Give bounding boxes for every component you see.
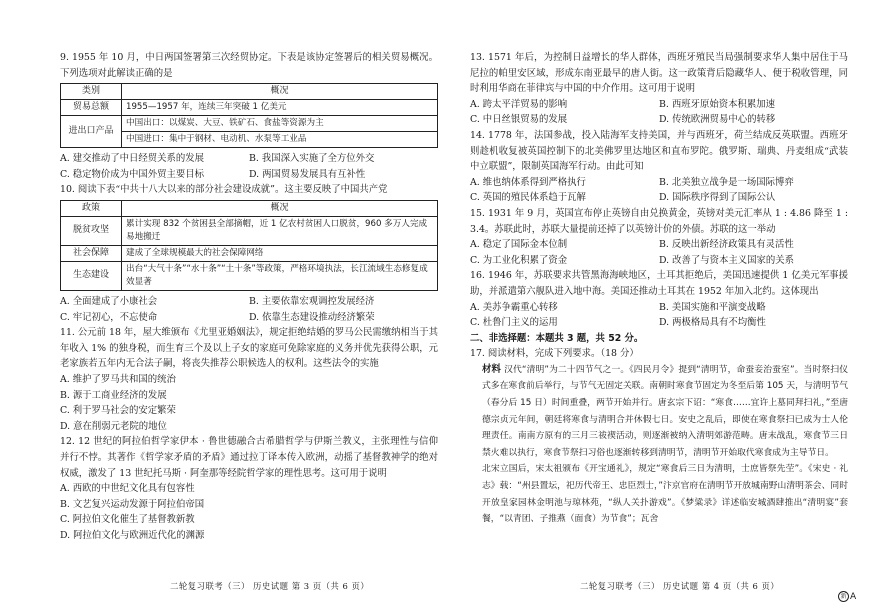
option-c: C. 利于罗马社会的安定繁荣 (60, 405, 176, 417)
corner-mark (838, 591, 856, 602)
option-d: D. 改善了与资本主义国家的关系 (659, 254, 795, 266)
option-c: C. 稳定物价成为中国外贸主要目标 (60, 168, 205, 180)
table-cell: 脱贫攻坚 (61, 216, 122, 245)
section-heading: 二、非选择题：本题共 3 题，共 52 分。 (470, 332, 644, 344)
page-footer-left: 二轮复习联考（三） 历史试题 第 3 页（共 6 页） (170, 581, 370, 591)
option-a: A. 全面建成了小康社会 (60, 295, 158, 307)
option-a: A. 跨太平洋贸易的影响 (470, 98, 568, 110)
table-cell: 1955—1957 年，连续三年突破 1 亿美元 (122, 100, 438, 116)
option-a: A. 维护了罗马共和国的统治 (60, 373, 176, 385)
material-paragraph-2 (470, 461, 848, 527)
table-cell: 中国进口：集中于钢材、电动机、水泵等工业品 (122, 132, 438, 148)
material-text: 北宋立国后，宋太祖颁布《开宝通礼》，规定“寒食后三日为清明，士庶皆祭先茔”。《宋史 · 礼志》载：“州县置坛，祀历代帝王、忠臣烈士，”汴京官府在清明节开放城南野山清明茶会、同时开放皇家园林金明池与琼林苑，“纵人关扑游戏”。《梦粱录》详述临安城酒肆推出“清明宴”套餐，“以青团、子推燕（面食）为节食”；瓦舍 (482, 464, 848, 525)
option-c: C. 中日丝银贸易的发展 (470, 114, 568, 126)
question-11 (60, 325, 438, 434)
option-b: B. 北美独立战争是一场国际博弈 (659, 176, 794, 188)
option-b: B. 西班牙原始资本积累加速 (659, 98, 775, 110)
question-stem: 9. 1955 年 10 月，中日两国签署第三次经贸协定。下表是该协定签署后的相关贸易概况。下列选项对此解读正确的是 (60, 52, 438, 79)
question-stem: 17. 阅读材料，完成下列要求。（18 分） (470, 348, 639, 360)
trade-table (60, 83, 438, 148)
table-cell: 累计实现 832 个贫困县全部摘帽，近 1 亿农村贫困人口脱贫，960 多万人完成易地搬迁 (122, 216, 438, 245)
question-15 (470, 206, 848, 268)
option-a: A. 维也纳体系得到严格执行 (470, 176, 586, 188)
option-b: B. 源于工商业经济的发展 (60, 389, 167, 401)
option-a: A. 美苏争霸重心转移 (470, 301, 558, 313)
page-footer-right: 二轮复习联考（三） 历史试题 第 4 页（共 6 页） (580, 581, 780, 591)
material-label: 材料 (482, 363, 501, 375)
table-header: 概况 (122, 84, 438, 100)
question-stem: 13. 1571 年后，为控制日益增长的华人群体，西班牙殖民当局强制要求华人集中居住于马尼拉的帕里安区域，形成东南亚最早的唐人街。这一政策背后隐藏华人、便于税收管理，同时利用华商在菲律宾与中国的中介作用。这可用于说明 (470, 52, 848, 95)
achievement-table (60, 200, 438, 291)
option-d: D. 传统欧洲贸易中心的转移 (659, 114, 776, 126)
circled-mark: 新 (838, 591, 849, 602)
corner-mark-text: A (850, 592, 857, 602)
option-c: C. 牢记初心，不忘使命 (60, 311, 158, 323)
option-c: C. 杜鲁门主义的运用 (470, 317, 558, 329)
table-cell: 中国出口：以煤炭、大豆、铁矿石、食盐等资源为主 (122, 116, 438, 132)
table-cell: 生态建设 (61, 261, 122, 290)
question-stem: 10. 阅读下表“中共十八大以来的部分社会建设成就”。这主要反映了中国共产党 (60, 184, 388, 196)
option-b: B. 主要依靠宏观调控发展经济 (249, 295, 375, 307)
left-page (60, 50, 438, 543)
option-d: D. 依靠生态建设推动经济繁荣 (249, 311, 375, 323)
table-cell: 进出口产品 (61, 116, 122, 148)
question-stem: 11. 公元前 18 年，屋大维颁布《尤里亚婚姻法》，规定拒绝结婚的罗马公民需缴纳相当于其年收入 1% 的独身税，而生育三个及以上子女的家庭可免除家庭的义务并优先获得公职，元老家族若五年内无合法子嗣，将丧失推荐公职候选人的权利。这些法令的实施 (60, 327, 438, 370)
material-text: 汉代“清明”为二十四节气之一。《四民月令》提到“清明节，命蚕妾治蚕室”。当时祭扫仪式多在寒食前后举行，与节气无固定关联。南朝时寒食节固定为冬至后第 105 天，与清明节气（春分后 15 日）时间重叠，两节开始并行。唐玄宗下诏：“寒食……宜许上墓同拜扫礼，”至唐德宗贞元年间，朝廷将寒食与清明合并休假七日。安史之乱后，即使在寒食祭扫已成为士人伦理责任。南南方原有的三月三祓禊活动，则逐渐被纳入清明郊游范畴。唐末战乱，寒食节三日禁火难以执行，寒食节祭扫习俗也逐渐转移到清明节，清明节开始取代寒食成为主导节日。 (482, 364, 848, 458)
question-12 (60, 434, 438, 543)
question-13 (470, 50, 848, 128)
material-paragraph (470, 362, 848, 462)
option-a: A. 建交推动了中日经贸关系的发展 (60, 153, 204, 165)
question-stem: 15. 1931 年 9 月，英国宣布停止英镑自由兑换黄金，英镑对美元汇率从 1 : 4.86 降至 1 : 3.4。苏联此时，苏联大量提前还掉了以英镑计价的外债。苏联的这一举动 (470, 207, 848, 235)
right-page (470, 50, 848, 528)
table-header: 类别 (61, 84, 122, 100)
question-stem: 14. 1778 年，法国参战，投入陆海军支持美国，并与西班牙，荷兰结成反英联盟。西班牙则趁机收复被英国控制下的北美佛罗里达地区和直布罗陀。俄罗斯、瑞典、丹麦组成“武装中立联盟”，限制英国海军行动。由此可知 (470, 129, 848, 173)
option-b: B. 反映出新经济政策具有灵活性 (659, 239, 794, 251)
option-d: D. 两国贸易发展具有互补性 (249, 168, 366, 180)
table-cell: 出台“大气十条”“水十条”“土十条”等政策，严格环境执法，长江流域生态修复成效显著 (122, 261, 438, 290)
option-c: C. 英国的殖民体系趋于瓦解 (470, 192, 586, 204)
option-d: D. 国际秩序得到了国际公认 (659, 192, 776, 204)
question-stem: 12. 12 世纪的阿拉伯哲学家伊本 · 鲁世德融合古希腊哲学与伊斯兰教义，主张理性与信仰并行不悖。其著作《哲学家矛盾的矛盾》通过拉丁译本传入欧洲，动摇了基督教神学的绝对权威，激发了 13 世纪托马斯 · 阿奎那等经院哲学家的理性思考。这可用于说明 (60, 436, 438, 479)
option-a: A. 稳定了国际金本位制 (470, 239, 568, 251)
question-9 (60, 50, 438, 182)
question-10 (60, 182, 438, 325)
option-a: A. 西欧的中世纪文化具有包容性 (60, 483, 195, 495)
option-b: B. 文艺复兴运动发源于阿拉伯帝国 (60, 498, 205, 510)
table-cell: 社会保障 (61, 245, 122, 261)
question-14 (470, 128, 848, 206)
option-b: B. 我国深入实施了全方位外交 (249, 153, 375, 165)
table-cell: 贸易总额 (61, 100, 122, 116)
table-cell: 建成了全球规模最大的社会保障网络 (122, 245, 438, 261)
table-header: 政策 (61, 200, 122, 216)
option-d: D. 意在削弱元老院的地位 (60, 420, 167, 432)
table-header: 概况 (122, 200, 438, 216)
question-16 (470, 268, 848, 330)
question-17 (470, 346, 848, 528)
option-c: C. 阿拉伯文化催生了基督教新教 (60, 514, 195, 526)
option-d: D. 阿拉伯文化与欧洲近代化的渊源 (60, 529, 205, 541)
question-stem: 16. 1946 年，苏联要求共管黑海海峡地区，土耳其拒绝后，美国迅速提供 1 亿美元军事援助，并派遣第六舰队进入地中海。美国还推动土耳其在 1952 年加入北约。这体现出 (470, 270, 848, 297)
option-d: D. 两极格局具有不均衡性 (659, 317, 766, 329)
option-b: B. 美国实施和平演变战略 (659, 301, 766, 313)
option-c: C. 为工业化积累了资金 (470, 254, 568, 266)
